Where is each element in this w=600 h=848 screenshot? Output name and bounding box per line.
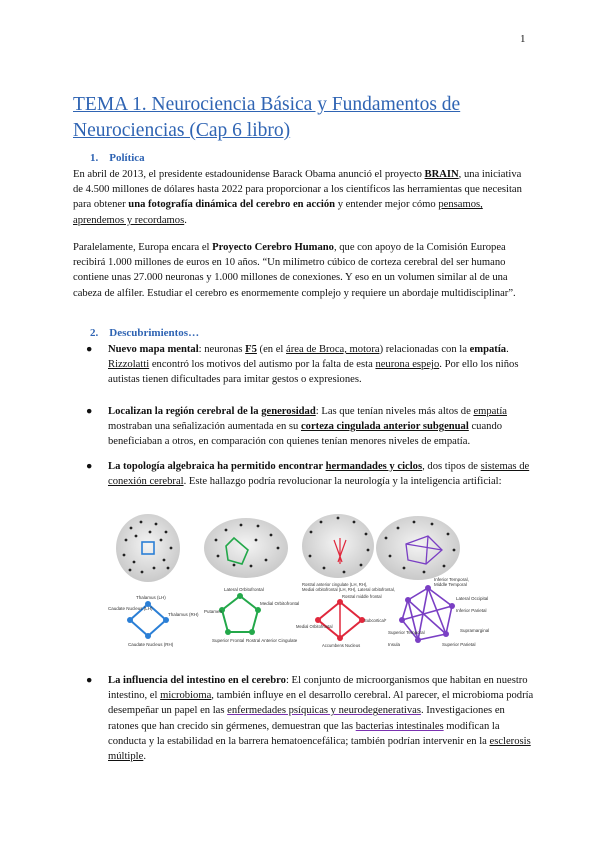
label-rostral-middle-frontal: Rostral middle frontal — [342, 594, 382, 599]
text: . Investigaciones en ratones que han crecido sin gérmenes, demuestran que las — [108, 705, 505, 732]
bold-underlined-phrase: hermandades y ciclos — [325, 461, 423, 472]
text: En abril de 2013, el presidente estadounidense Barack Obama anunció el proyecto — [73, 169, 425, 180]
underlined-phrase: área de Broca, motora — [286, 344, 380, 355]
bold-phrase: Nuevo mapa mental — [108, 344, 199, 355]
underlined-phrase: pensamos, aprendemos y recordamos — [73, 199, 483, 226]
bullet-dot: ● — [86, 344, 93, 355]
label-insula: Insula — [388, 642, 401, 647]
label-superior-frontal: Superior Frontal — [212, 638, 245, 643]
bullet-dot: ● — [86, 675, 93, 686]
label-putamen: Putamen — [204, 609, 223, 614]
section-1-number: 1. — [90, 152, 99, 164]
bold-phrase: empatía — [469, 344, 507, 355]
bold-underlined-phrase: corteza cingulada anterior subgenual — [300, 421, 469, 433]
label-thalamus-lh: Thalamus (LH) — [136, 595, 166, 600]
text: : El conjunto de microorganismos que habitan en nuestro intestino, el — [108, 675, 528, 702]
f5-term: F5 — [245, 344, 257, 355]
section-2-heading — [90, 327, 199, 339]
underlined-phrase: enfermedades psíquicas y neurodegenerativas — [227, 705, 421, 717]
bold-phrase: una fotografía dinámica del cerebro en acción — [128, 199, 336, 211]
purple-network — [388, 577, 489, 647]
bullet-mirror-neurons — [88, 342, 534, 388]
brain-image-4 — [376, 516, 460, 580]
title-line-2: Neurociencias (Cap 6 libro) — [73, 120, 291, 141]
green-network — [204, 587, 299, 643]
text: : Las que tenían niveles más altos de — [315, 406, 474, 417]
text: . — [184, 214, 187, 226]
red-network — [296, 582, 395, 648]
bold-phrase: Proyecto Cerebro Humano — [212, 242, 334, 253]
text: . Este hallazgo podría revolucionar la neurología y la inteligencia artificial: — [183, 476, 502, 488]
text: cuando beneficiaban a otros, en comparación con quienes tenían menores niveles de empatía. — [108, 421, 503, 448]
page-number: 1 — [520, 33, 526, 45]
underlined-phrase: sistemas de conexión cerebral — [108, 461, 530, 488]
bullet-dot: ● — [86, 406, 93, 417]
bullet-algebraic-topology — [88, 459, 534, 489]
underlined-phrase: bacterias intestinales — [355, 720, 444, 732]
label-inferior-temporal: Inferior Temporal, — [434, 577, 469, 582]
section-2-number: 2. — [90, 327, 99, 339]
bold-phrase: La influencia del intestino en el cerebro — [108, 675, 286, 686]
text: . Por ello los niños autistas tienen dificultades para imitar gestos o expresiones. — [108, 359, 519, 386]
brain-link: BRAIN — [424, 169, 459, 180]
paragraph-human-brain-project — [73, 240, 531, 301]
label-subcortical: Subcortical* — [364, 618, 387, 623]
label-supramarginal: Supramarginal — [460, 628, 490, 633]
label-middle-temporal: Middle Temporal — [434, 582, 467, 587]
label-lateral-orbitofrontal: Lateral Orbitofrontal — [224, 587, 264, 592]
section-2-title: Descubrimientos… — [109, 327, 200, 339]
text: (en el — [256, 344, 287, 355]
text: mostraban una señalización aumentada en su — [108, 421, 301, 433]
title-line-1: TEMA 1. Neurociencia Básica y Fundamentos de — [73, 94, 461, 115]
label-medial-orbitofrontal-red: Medial Orbitofrontal — [296, 624, 333, 629]
label-caudate-lh: Caudate Nucleus (LH) — [108, 606, 153, 611]
label-rostral-anterior-cingulate-lh-rh: Rostral anterior cingulate (LH, RH), — [302, 582, 368, 587]
label-accumbens-nucleus: Accumbens Nucleus — [322, 643, 361, 648]
brain-network-figure — [106, 510, 540, 650]
label-inferior-parietal: Inferior Parietal — [456, 608, 487, 613]
label-medial-orbitofrontal: Medial Orbitofrontal — [260, 601, 300, 606]
text: , también influye en el desarrollo cerebral. Al parecer, el microbioma podría desempeñar un papel en las — [108, 690, 534, 717]
label-superior-parietal: Superior Parietal — [442, 642, 476, 647]
page-title — [73, 92, 543, 144]
underlined-phrase: microbioma — [160, 690, 212, 702]
text: , dos tipos de — [422, 461, 481, 472]
text: Paralelamente, Europa encara el — [73, 242, 213, 253]
text: ) relacionadas con la — [379, 344, 470, 355]
bullet-gut-brain — [88, 673, 534, 764]
blue-network — [108, 595, 199, 647]
text: . — [506, 344, 509, 355]
underlined-phrase: esclerosis múltiple — [108, 735, 531, 763]
text: . — [143, 751, 146, 763]
bold-phrase: La topología algebraica ha permitido encontrar — [108, 461, 326, 472]
underlined-phrase: Rizzolatti — [108, 359, 150, 371]
bold-underlined-phrase: generosidad — [261, 406, 316, 417]
label-thalamus-rh: Thalamus (RH) — [168, 612, 199, 617]
paragraph-brain — [73, 167, 531, 228]
label-caudate-rh: Caudate Nucleus (RH) — [128, 642, 174, 647]
label-medial-lateral-orbitofrontal: Medial orbitofrontal (LH, RH), Lateral orbitofrontal, — [302, 587, 395, 592]
underlined-phrase: empatía — [473, 406, 507, 417]
text: y entender mejor cómo — [335, 199, 439, 211]
section-1-title: Política — [109, 152, 145, 164]
text: modifican la conducta y la estabilidad en la barrera hematoencefálica; también podrían intervenir en la — [108, 720, 500, 747]
brain-image-3 — [302, 514, 374, 578]
bullet-dot: ● — [86, 461, 93, 472]
underlined-phrase: neurona espejo — [375, 359, 440, 371]
bold-phrase: Localizan la región cerebral de la — [108, 406, 262, 417]
text: encontró los motivos del autismo por la falta de esta — [149, 359, 376, 371]
label-rostral-anterior-cingulate: Rostral Anterior Cingulate — [246, 638, 298, 643]
bullet-generosity — [88, 404, 534, 450]
brain-image-2 — [204, 518, 288, 578]
text: : neuronas — [198, 344, 246, 355]
label-lateral-occipital: Lateral Occipital — [456, 596, 489, 601]
text: , una iniciativa de 4.500 millones de dólares hasta 2022 para proporcionar a los científicos las herramientas que necesitan para obtener — [73, 169, 522, 211]
label-superior-temporal: Superior Temporal — [388, 630, 425, 635]
brain-image-1 — [116, 514, 180, 582]
text: , que con apoyo de la Comisión Europea recibirá 1.000 millones de euros en 10 años. “Un milímetro cúbico de corteza cerebral del ser humano contiene unas 27.000 neuronas y 1.000 millones de conexiones. Y eso en un volumen similar al de una cabeza de alfiler. Estudiar el cerebro es enormemente complejo y requiere un abordaje multidisciplinar”. — [73, 242, 516, 299]
section-1-heading — [90, 152, 145, 164]
